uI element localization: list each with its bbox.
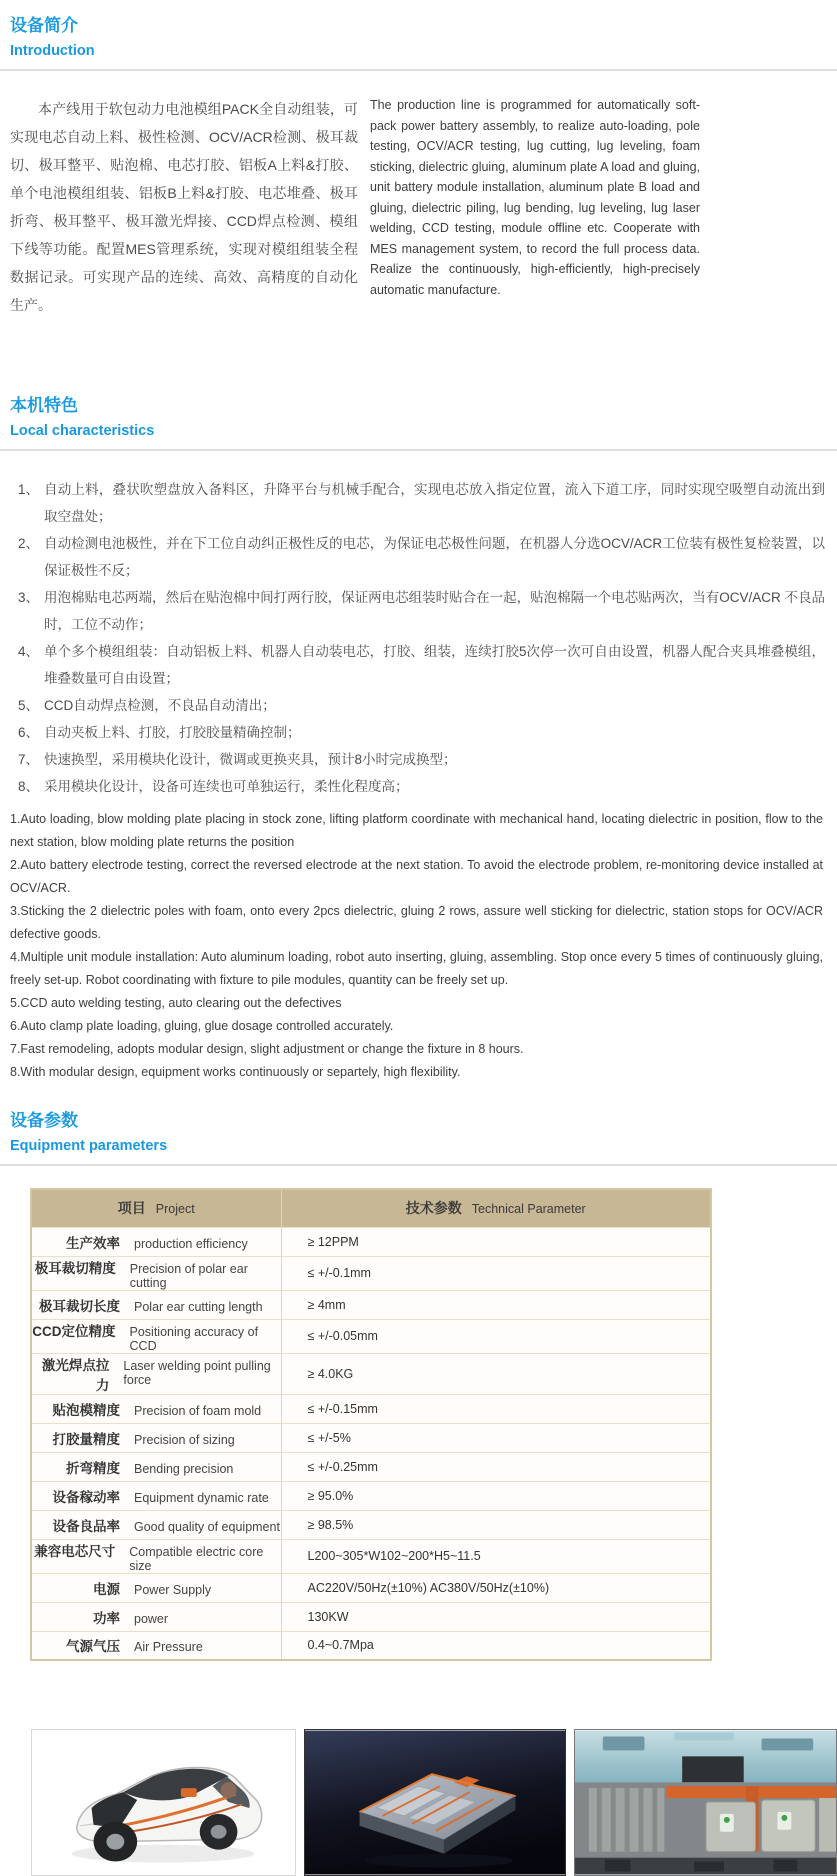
feature-text: CCD自动焊点检测，不良品自动清出； [44,698,276,713]
param-name-zh: 设备稼动率 [52,1489,120,1505]
param-value: ≥ 4mm [281,1290,711,1319]
header-project-zh: 项目 [117,1200,146,1217]
param-name-en: Bending precision [134,1461,234,1476]
feature-item-zh [18,692,825,719]
param-value: ≥ 95.0% [281,1481,711,1510]
intro-section-header [0,0,837,60]
feature-item-en: 4.Multiple unit module installation: Auto aluminum loading, robot auto inserting, gluing, assembling. Stop once every 5 times of continuously gluing, freely set-up. Robot coordinating with fixture to pile modules, quantity can be freely set up. [10,950,823,987]
divider [0,69,837,71]
param-name-zh: 兼容电芯尺寸 [34,1543,116,1559]
feature-text: 自动夹板上料、打胶，打胶胶量精确控制； [44,725,301,740]
feature-item-en: 5.CCD auto welding testing, auto clearing out the defectives [10,996,342,1010]
feature-item-zh [18,746,825,773]
param-name-zh: 生产效率 [66,1235,120,1251]
chassis-battery-illustration [575,1730,836,1875]
param-value: ≤ +/-0.1mm [281,1256,711,1290]
feature-text: 单个多个模组组装：自动铝板上料、机器人自动装电芯，打胶、组装，连续打胶5次停一次可自由设置，机器人配合夹具堆叠模组，堆叠数量可自由设置； [44,644,825,686]
product-image-battery-pack [304,1729,566,1876]
table-row [31,1452,711,1481]
table-row [31,1227,711,1256]
param-value: ≥ 98.5% [281,1510,711,1539]
feature-item-zh [18,476,825,530]
table-row [31,1602,711,1631]
table-row [31,1256,711,1290]
feature-item-zh [18,530,825,584]
param-name-en: Good quality of equipment [134,1519,280,1534]
param-value: ≤ +/-0.05mm [281,1319,711,1353]
param-name-en: production efficiency [134,1236,248,1251]
features-section-header [0,395,837,440]
table-header-row [31,1189,711,1227]
param-name-en: power [134,1611,169,1626]
feature-text: 自动检测电池极性，并在下工位自动纠正极性反的电芯，为保证电芯极性问题，在机器人分选OCV/ACR工位装有极性复检装置，以保证极性不反； [44,536,825,578]
param-name-zh: 贴泡模精度 [52,1402,120,1418]
feature-item-en: 6.Auto clamp plate loading, gluing, glue dosage controlled accurately. [10,1019,394,1033]
param-value: ≥ 12PPM [281,1227,711,1256]
table-row [31,1290,711,1319]
param-name-en: Polar ear cutting length [134,1299,263,1314]
intro-title-zh: 设备简介 [10,16,78,35]
table-row [31,1481,711,1510]
battery-pack-illustration [305,1730,565,1875]
param-value: 0.4~0.7Mpa [281,1631,711,1660]
feature-item-zh [18,773,825,800]
param-value: 130KW [281,1602,711,1631]
param-name-zh: 打胶量精度 [52,1431,120,1447]
intro-paragraph-en: The production line is programmed for automatically soft-pack power battery assembly, to realize auto-loading, pole testing, OCV/ACR testing, lug cutting, lug leveling, foam sticking, dielectric gluing, aluminum plate A load and gluing, unit battery module installation, aluminum plate B load and gluing, dielectric piling, lug bending, lug leveling, lug laser welding, CCD testing, module offline etc. Cooperate with MES management system, to record the full process data. Realize the continuously, high-efficiently, high-precisely automatic manufacture. [370,98,700,297]
param-name-zh: 折弯精度 [66,1460,120,1476]
feature-text: 用泡棉贴电芯两端，然后在贴泡棉中间打两行胶，保证两电芯组装时贴合在一起，贴泡棉隔一个电芯贴两次，当有OCV/ACR 不良品时，工位不动作； [44,590,825,632]
feature-item-en: 1.Auto loading, blow molding plate placing in stock zone, lifting platform coordinate with mechanical hand, locating dielectric in position, flow to the next station, blow molding plate returns the position [10,812,823,849]
param-value: L200~305*W102~200*H5~11.5 [281,1539,711,1573]
feature-number: 6、 [18,725,40,740]
param-name-zh: CCD定位精度 [32,1323,116,1339]
feature-text: 自动上料，叠状吹塑盘放入备料区，升降平台与机械手配合，实现电芯放入指定位置，流入下道工序，同时实现空吸塑自动流出到取空盘处； [44,482,825,524]
header-project [31,1189,281,1227]
header-param-en: Technical Parameter [471,1202,586,1217]
param-name-zh: 电源 [93,1581,120,1597]
feature-item-zh [18,584,825,638]
header-technical-parameter [281,1189,711,1227]
feature-number: 7、 [18,752,40,767]
feature-item-en: 2.Auto battery electrode testing, correct the reversed electrode at the next station. To avoid the electrode problem, re-monitoring device installed at OCV/ACR. [10,858,823,895]
param-name-zh: 极耳裁切精度 [34,1260,116,1276]
intro-paragraph-zh: 本产线用于软包动力电池模组PACK全自动组装，可实现电芯自动上料、极性检测、OCV/ACR检测、极耳裁切、极耳整平、贴泡棉、电芯打胶、铝板A上料&打胶、单个电池模组组装、铝板B上料&打胶、电芯堆叠、极耳折弯、极耳整平、极耳激光焊接、CCD焊点检测、模组下线等功能。配置MES管理系统，实现对模组组装全程数据记录。可实现产品的连续、高效、高精度的自动化生产。 [10,101,358,313]
feature-number: 5、 [18,698,40,713]
feature-list-zh [0,476,837,800]
table-row [31,1573,711,1602]
feature-number: 8、 [18,779,40,794]
param-name-zh: 功率 [93,1610,120,1626]
feature-number: 2、 [18,536,40,551]
params-title-en: Equipment parameters [10,1138,168,1154]
feature-item-zh [18,638,825,692]
param-value: ≤ +/-5% [281,1423,711,1452]
param-name-en: Laser welding point pulling force [123,1358,271,1387]
header-project-en: Project [155,1202,195,1217]
table-row [31,1510,711,1539]
feature-number: 3、 [18,590,40,605]
param-name-zh: 设备良品率 [52,1518,120,1534]
param-name-en: Power Supply [134,1582,212,1597]
divider [0,1164,837,1166]
table-row [31,1539,711,1573]
feature-number: 4、 [18,644,40,659]
table-row [31,1631,711,1660]
param-name-en: Equipment dynamic rate [134,1490,269,1505]
param-name-zh: 激光焊点拉力 [41,1357,110,1393]
product-image-chassis-modules [574,1729,837,1876]
feature-item-en: 3.Sticking the 2 dielectric poles with foam, onto every 2pcs dielectric, gluing 2 rows, assure well sticking for dielectric, station stops for OCV/ACR defective goods. [10,904,823,941]
params-title-zh: 设备参数 [10,1111,78,1130]
feature-text: 采用模块化设计，设备可连续也可单独运行，柔性化程度高； [44,779,409,794]
product-gallery [31,1729,837,1876]
table-row [31,1319,711,1353]
header-param-zh: 技术参数 [405,1200,462,1217]
table-row [31,1423,711,1452]
param-value: AC220V/50Hz(±10%) AC380V/50Hz(±10%) [281,1573,711,1602]
car-cutaway-illustration [32,1730,295,1875]
param-name-en: Precision of foam mold [134,1403,262,1418]
features-title-zh: 本机特色 [10,396,78,415]
param-name-zh: 气源气压 [66,1639,120,1655]
param-name-en: Precision of polar ear cutting [129,1261,248,1290]
param-name-en: Precision of sizing [134,1432,235,1447]
divider [0,449,837,451]
param-name-en: Air Pressure [134,1640,203,1655]
param-name-en: Positioning accuracy of CCD [129,1324,259,1353]
param-name-en: Compatible electric core size [129,1544,264,1573]
features-title-en: Local characteristics [10,423,155,439]
intro-columns [0,95,837,319]
table-row [31,1353,711,1394]
feature-item-en: 7.Fast remodeling, adopts modular design, slight adjustment or change the fixture in 8 hours. [10,1042,524,1056]
feature-number: 1、 [18,482,40,497]
feature-item-zh [18,719,825,746]
param-name-zh: 极耳裁切长度 [39,1298,120,1314]
product-image-car-cutaway [31,1729,296,1876]
intro-title-en: Introduction [10,43,95,59]
equipment-parameters-table [30,1188,712,1661]
feature-list-en [0,808,837,1084]
param-value: ≤ +/-0.25mm [281,1452,711,1481]
feature-text: 快速换型，采用模块化设计，微调或更换夹具，预计8小时完成换型； [44,752,457,767]
table-row [31,1394,711,1423]
param-value: ≤ +/-0.15mm [281,1394,711,1423]
params-section-header [0,1110,837,1155]
param-value: ≥ 4.0KG [281,1353,711,1394]
feature-item-en: 8.With modular design, equipment works continuously or separtely, high flexibility. [10,1065,461,1079]
